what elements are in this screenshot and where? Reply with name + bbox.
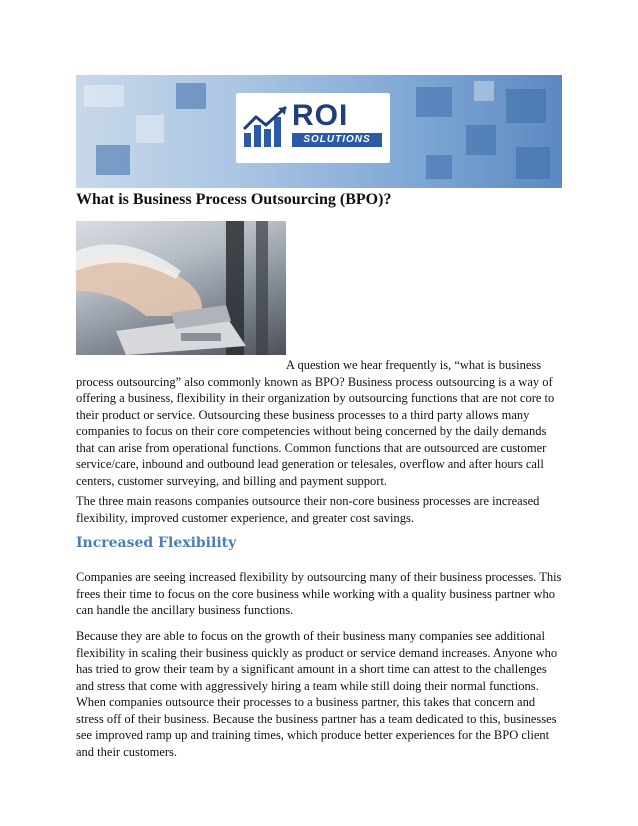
section-heading-flexibility: Increased Flexibility (76, 535, 237, 551)
banner-tile (176, 83, 206, 109)
banner-tile (96, 145, 130, 175)
banner-tile (416, 87, 452, 117)
banner-tile (426, 155, 452, 179)
banner-tile (506, 89, 546, 123)
phone-desk-illustration (76, 221, 286, 355)
banner-tile (474, 81, 494, 101)
flexibility-paragraph-1: Companies are seeing increased flexibility by outsourcing many of their business processes. This frees their time to focus on the core business while working with a quality business partner who can handle the ancillary business functions. (76, 570, 562, 617)
flexibility-paragraph-2: Because they are able to focus on the growth of their business many companies see additional flexibility in scaling their business quickly as product or service demand increases. Anyone who has tried to grow their team by a significant amount in a short time can attest to the challenges and stress that come with aggressively hiring a team while still doing their normal functions. When companies outsource their processes to a business partner, this takes that concern and stress off of their business. Because the business partner has a team dedicated to this, businesses see improved ramp up and training times, which produce better experiences for the BPO client and their customers. (76, 629, 558, 759)
logo-tagline: SOLUTIONS (292, 133, 382, 147)
logo-wordmark: ROI (292, 99, 349, 132)
header-banner (76, 75, 562, 188)
banner-tile (136, 115, 164, 143)
banner-tile (466, 125, 496, 155)
banner-tile (84, 85, 124, 107)
growth-chart-icon (242, 103, 290, 149)
banner-tile (516, 147, 550, 179)
reasons-paragraph: The three main reasons companies outsource their non-core business processes are increased flexibility, improved customer experience, and greater cost savings. (76, 494, 540, 525)
page-title: What is Business Process Outsourcing (BPO)? (76, 191, 392, 208)
intro-paragraph (76, 357, 564, 489)
roi-logo (236, 93, 390, 163)
intro-text: A question we hear frequently is, “what is business process outsourcing” also commonly known as BPO? Business process outsourcing is a way of offering a business, flexibility in their organization by outsourcing functions that are not core to their product or service. Outsourcing these business processes to a third party allows many companies to focus on their core competencies without being concerned by the daily demands that can arise from operational functions. Common functions that are outsourced are customer service/care, inbound and outbound lead generation or telesales, overflow and after hours call centers, customer surveying, and billing and payment support. (76, 358, 555, 488)
call-center-photo (76, 221, 286, 355)
